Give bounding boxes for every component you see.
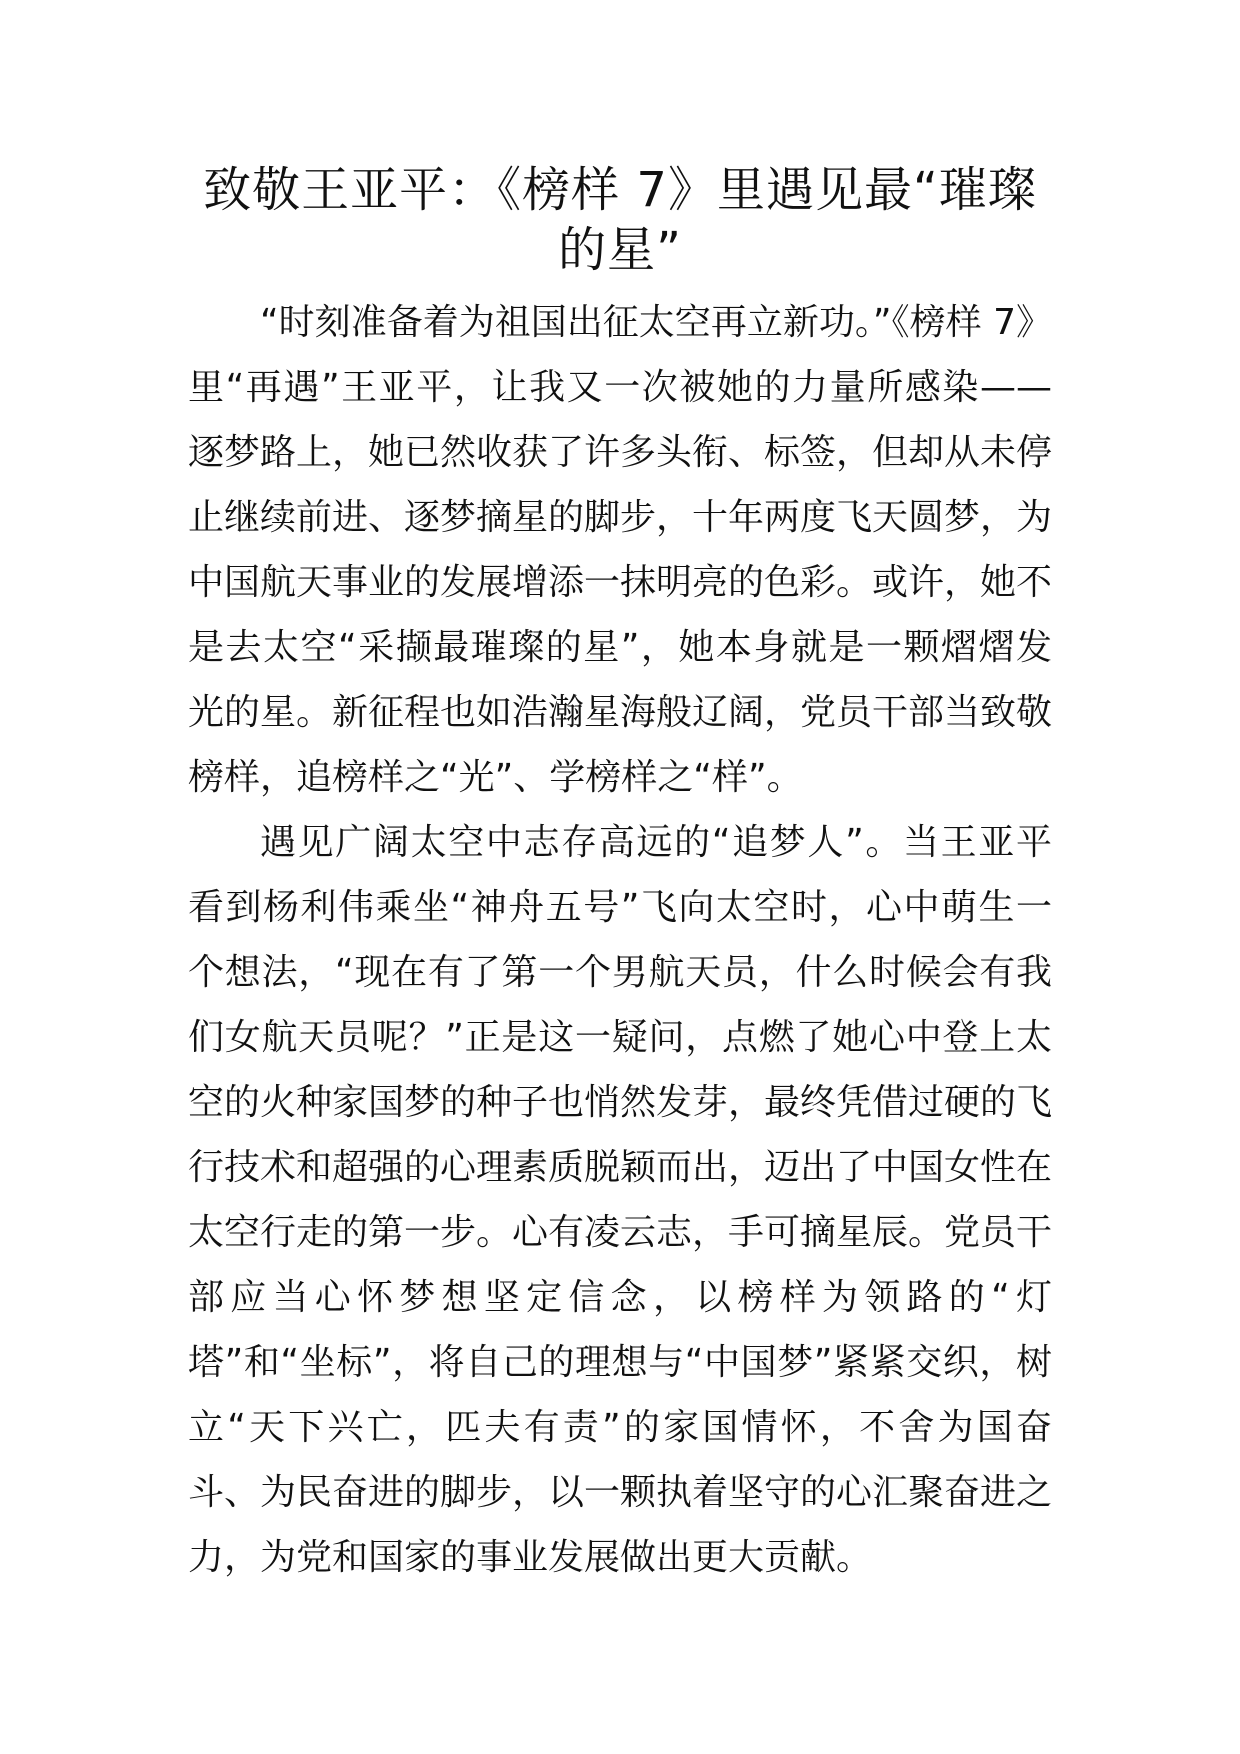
paragraph-dream-chaser: 遇见广阔太空中志存高远的“追梦人”。当王亚平看到杨利伟乘坐“神舟五号”飞向太空时，心中萌生一个想法，“现在有了第一个男航天员，什么时候会有我们女航天员呢？”正是这一疑问，点燃了她心中登上太空的火种家国梦的种子也悄然发芽，最终凭借过硬的飞行技术和超强的心理素质脱颖而出，迈出了中国女性在太空行走的第一步。心有凌云志，手可摘星辰。党员干部应当心怀梦想坚定信念，以榜样为领路的“灯塔”和“坐标”，将自己的理想与“中国梦”紧紧交织，树立“天下兴亡，匹夫有责”的家国情怀，不舍为国奋斗、为民奋进的脚步，以一颗执着坚守的心汇聚奋进之力，为党和国家的事业发展做出更大贡献。 bbox=[188, 822, 1053, 1578]
paragraph-intro: “时刻准备着为祖国出征太空再立新功。”《榜样 7》里“再遇”王亚平，让我又一次被她的力量所感染——逐梦路上，她已然收获了许多头衔、标签，但却从未停止继续前进、逐梦摘星的脚步，十年两度飞天圆梦，为中国航天事业的发展增添一抹明亮的色彩。或许，她不是去太空“采撷最璀璨的星”，她本身就是一颗熠熠发光的星。新征程也如浩瀚星海般辽阔，党员干部当致敬榜样，追榜样之“光”、学榜样之“样”。 bbox=[188, 302, 1053, 798]
document-page bbox=[188, 160, 1052, 1590]
document-title: 致敬王亚平：《榜样 7》里遇见最“璀璨的星” bbox=[203, 162, 1037, 278]
